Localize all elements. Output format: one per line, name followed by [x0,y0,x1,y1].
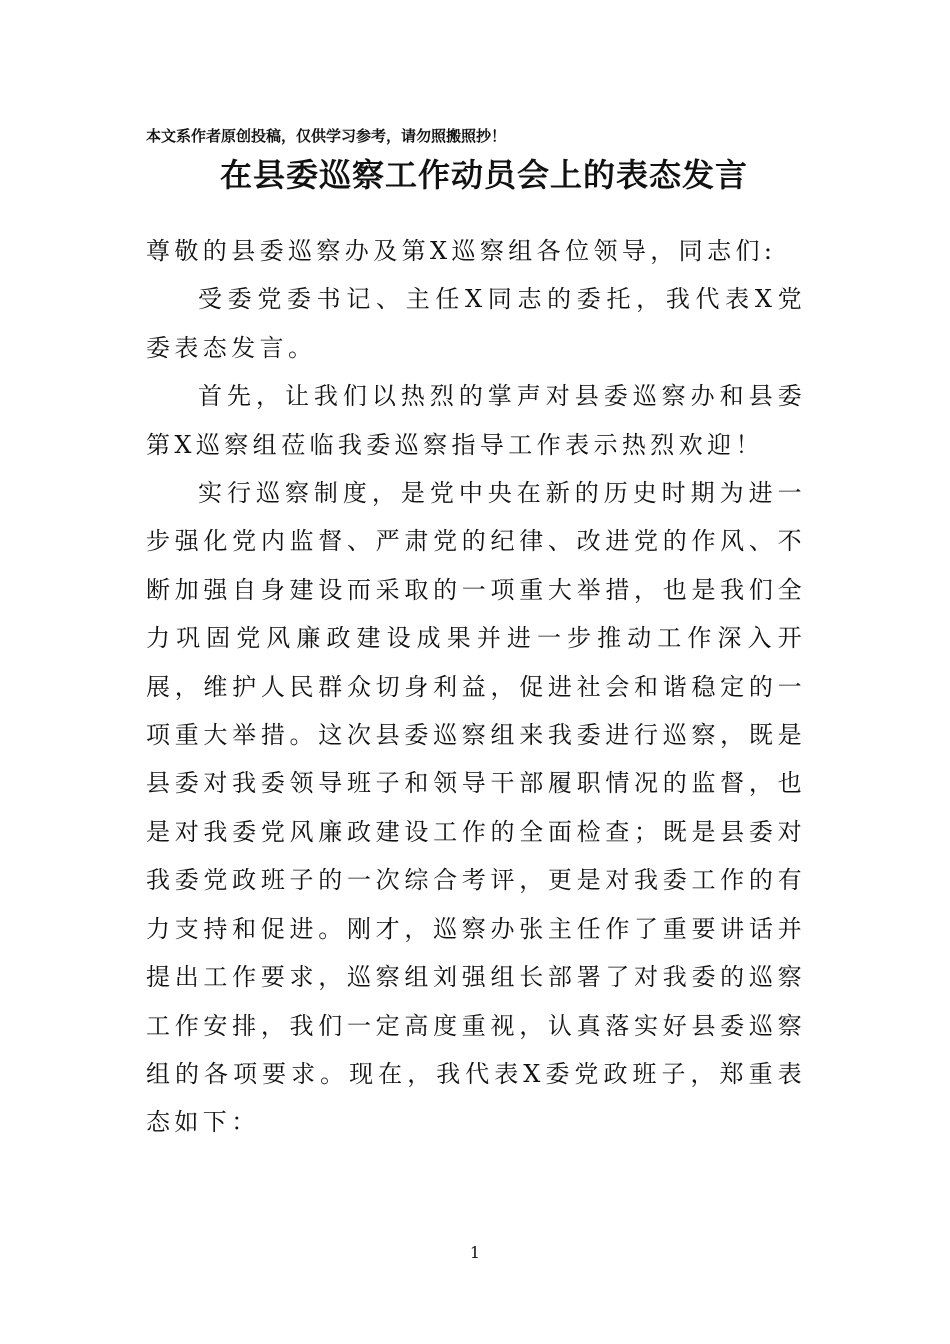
salutation: 尊敬的县委巡察办及第X巡察组各位领导，同志们: [146,237,777,265]
paragraph-entrustment: 受委党委书记、主任X同志的委托，我代表X党委表态发言。 [146,285,806,362]
copyright-notice: 本文系作者原创投稿，仅供学习参考，请勿照搬照抄！ [146,127,507,145]
document-title: 在县委巡察工作动员会上的表态发言 [219,156,748,194]
paragraph-inspection-significance: 实行巡察制度，是党中央在新的历史时期为进一步强化党内监督、严肃党的纪律、改进党的作风、不断加强自身建设而采取的一项重大举措，也是我们全力巩固党风廉政建设成果并进一步推动工作深入开展，维护人民群众切身利益，促进社会和谐稳定的一项重大举措。这次县委巡察组来我委进行巡察，既是县委对我委领导班子和领导干部履职情况的监督，也是对我委党风廉政建设工作的全面检查；既是县委对我委党政班子的一次综合考评，更是对我委工作的有力支持和促进。刚才，巡察办张主任作了重要讲话并提出工作要求，巡察组刘强组长部署了对我委的巡察工作安排，我们一定高度重视，认真落实好县委巡察组的各项要求。现在，我代表X委党政班子，郑重表态如下： [146,479,806,1137]
paragraph-welcome: 首先，让我们以热烈的掌声对县委巡察办和县委第X巡察组莅临我委巡察指导工作表示热烈欢迎！ [146,382,806,459]
document-body [146,227,806,1147]
page-number: 1 [469,1243,481,1262]
